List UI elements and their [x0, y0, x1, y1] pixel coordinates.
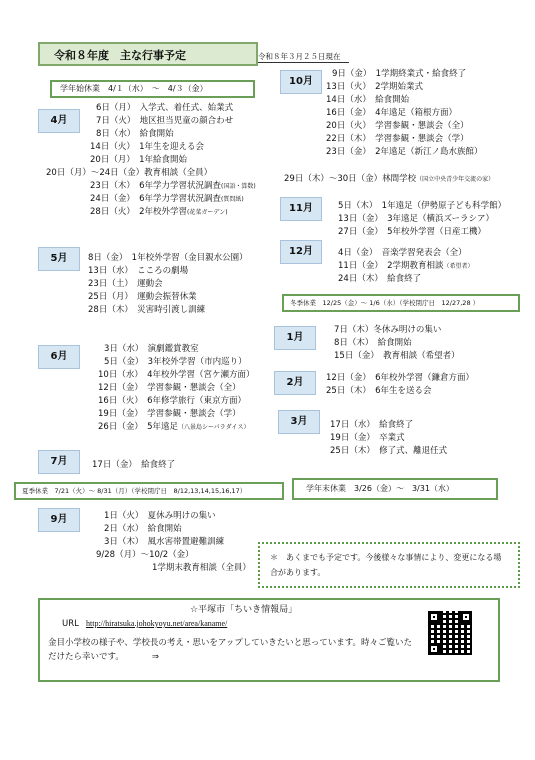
page-title: 令和８年度 主な行事予定 — [38, 42, 258, 66]
footer-message-text: 金目小学校の様子や、学校長の考え・思いをアップしていきたいと思っています。時々ご覧いただけたら幸いです。 — [48, 638, 413, 662]
list-item: 8日（金） 1年校外学習（金目親水公園） — [88, 253, 248, 263]
year-end-break-note: 学年末休業 3/26（金）～ 3/31（水） — [292, 478, 498, 500]
list-item-note: （国立中央青少年交流の家） — [416, 176, 495, 183]
list-item: 27日（金） 5年校外学習（日産工機） — [338, 227, 486, 237]
month-label-december: 12月 — [280, 240, 322, 264]
month-label-march: 3月 — [278, 410, 320, 434]
list-item: 25日（木） 修了式、離退任式 — [330, 446, 448, 456]
november-events — [338, 200, 528, 239]
list-item: 2日（水） 給食開始 — [104, 524, 182, 534]
month-label-january: 1月 — [274, 326, 316, 350]
april-events — [46, 102, 278, 219]
list-item — [338, 260, 528, 273]
february-events — [326, 372, 516, 398]
month-label-june: 6月 — [38, 345, 80, 369]
march-events — [330, 419, 520, 458]
list-item: 17日（水） 給食終了 — [330, 420, 414, 430]
list-item: 20日（月）～24日（金）教育相談（全員） — [46, 168, 213, 178]
qr-finder-top-left — [428, 611, 440, 623]
list-item: 6日（月） 入学式、着任式、始業式 — [96, 103, 234, 113]
footer-title: ☆平塚市「ちいき情報局」 — [190, 605, 298, 615]
list-item-text: 28日（火） 2年校外学習 — [90, 207, 187, 217]
qr-code[interactable] — [428, 611, 472, 655]
url-label: URL — [62, 619, 79, 629]
list-item: 9/28（月）～10/2（金） — [96, 550, 194, 560]
list-item: 8日（水） 給食開始 — [96, 129, 174, 139]
list-item: 13日（火） 2学期始業式 — [326, 82, 423, 92]
footer-message — [48, 636, 420, 664]
list-item: 1学期末教育相談（全員） — [152, 563, 251, 573]
list-item: 23日（金） 2年遠足（新江ノ島水族館） — [326, 147, 483, 157]
list-item: 19日（金） 卒業式 — [330, 433, 405, 443]
month-label-april: 4月 — [38, 109, 80, 133]
list-item: 14日（火） 1年生を迎える会 — [90, 142, 204, 152]
list-item: 20日（月） 1年給食開始 — [90, 155, 187, 165]
list-item: 25日（木） 6年生を送る会 — [326, 386, 432, 396]
month-label-february: 2月 — [274, 371, 316, 395]
list-item — [58, 180, 278, 193]
october-events — [326, 68, 526, 159]
june-events — [98, 343, 288, 434]
list-item: 13日（水） こころの劇場 — [88, 266, 189, 276]
arrow-icon: ⇒ — [151, 652, 159, 662]
month-label-october: 10月 — [280, 70, 322, 94]
list-item: 12日（金） 学習参観・懇談会（全） — [98, 383, 241, 393]
december-events — [338, 247, 528, 286]
list-item: 22日（木） 学習参観・懇談会（学） — [326, 134, 469, 144]
list-item-note: (質問紙) — [220, 196, 244, 203]
list-item: 16日（火） 6年修学旅行（東京方面） — [98, 396, 246, 406]
list-item: 24日（木） 給食終了 — [338, 274, 422, 284]
list-item: 7日（火） 地区担当児童の顔合わせ — [96, 116, 234, 126]
list-item-note: (国語・算数) — [220, 183, 256, 190]
list-item: 15日（金） 教育相談（希望者） — [334, 351, 460, 361]
list-item: 14日（水） 給食開始 — [326, 95, 410, 105]
list-item: 23日（土） 運動会 — [88, 279, 163, 289]
spring-break-note: 学年始休業 4/１（水） ～ 4/３（金） — [50, 80, 255, 98]
may-events — [88, 252, 288, 317]
as-of-date: 令和８年３月２５日現在 — [258, 51, 349, 63]
list-item: 25日（月） 運動会振替休業 — [88, 292, 197, 302]
qr-finder-top-right — [460, 611, 472, 623]
list-item: 19日（金） 学習参観・懇談会（学） — [98, 409, 241, 419]
list-item — [284, 173, 494, 186]
list-item-note: （八景島シーパラダイス） — [177, 424, 250, 431]
month-label-november: 11月 — [280, 197, 322, 221]
list-item: 4日（金） 音楽学習発表会（全） — [338, 248, 467, 258]
month-label-september: 9月 — [38, 508, 80, 532]
list-item-text: 29日（木）～30日（金）林間学校 — [284, 174, 417, 184]
list-item: 20日（火） 学習参観・懇談会（全） — [326, 121, 469, 131]
list-item: 1日（火） 夏休み明けの集い — [104, 511, 216, 521]
list-item — [98, 421, 288, 434]
qr-finder-bottom-left — [428, 643, 440, 655]
list-item: 3日（水） 演劇鑑賞教室 — [104, 344, 199, 354]
disclaimer-note: ＊ あくまでも予定です。今後様々な事情により、変更になる場合があります。 — [258, 542, 520, 588]
list-item-text: 11日（金） 2学期教育相談 — [338, 261, 444, 271]
january-events — [334, 324, 524, 363]
list-item-text: 26日（金） 5年遠足 — [98, 422, 178, 432]
list-item-note: （希望者） — [443, 263, 474, 270]
list-item: 9日（金） 1学期終業式・給食終了 — [332, 69, 467, 79]
summer-break-note: 夏季休業 7/21（火）～ 8/31（月）（学校閉庁日 8/12,13,14,15,16,17） — [14, 482, 284, 500]
list-item — [58, 193, 278, 206]
list-item: 10日（水） 4年校外学習（宮ケ瀬方面） — [98, 370, 255, 380]
list-item: 7日（木）冬休み明けの集い — [334, 325, 442, 335]
list-item: 5日（金） 3年校外学習（市内巡り） — [104, 357, 247, 367]
list-item: 5日（木） 1年遠足（伊勢原子ども科学館） — [338, 201, 507, 211]
list-item: 28日（木） 災害時引渡し訓練 — [88, 305, 206, 315]
footer-url-link[interactable]: http://hiratsuka.johokyoyu.net/area/kaname/ — [86, 619, 228, 628]
list-item-text: 24日（金） 6年学力学習状況調査 — [90, 194, 221, 204]
list-item: 3日（木） 風水害帯置避難訓練 — [104, 537, 225, 547]
month-label-may: 5月 — [38, 247, 80, 271]
list-item — [58, 206, 278, 219]
list-item: 8日（木） 給食開始 — [334, 338, 412, 348]
list-item: 13日（金） 3年遠足（横浜ズーラシア） — [338, 214, 495, 224]
list-item-note: (花菜ガーデン) — [186, 209, 228, 216]
winter-break-note: 冬季休業 12/25（金）～ 1/6（水）（学校閉庁日 12/27,28 ） — [282, 294, 520, 312]
list-item-text: 23日（木） 6年学力学習状況調査 — [90, 181, 221, 191]
list-item: 16日（金） 4年遠足（箱根方面） — [326, 108, 457, 118]
month-label-july: 7月 — [38, 450, 80, 474]
list-item: 17日（金） 給食終了 — [92, 460, 176, 470]
list-item: 12日（金） 6年校外学習（鎌倉方面） — [326, 373, 474, 383]
